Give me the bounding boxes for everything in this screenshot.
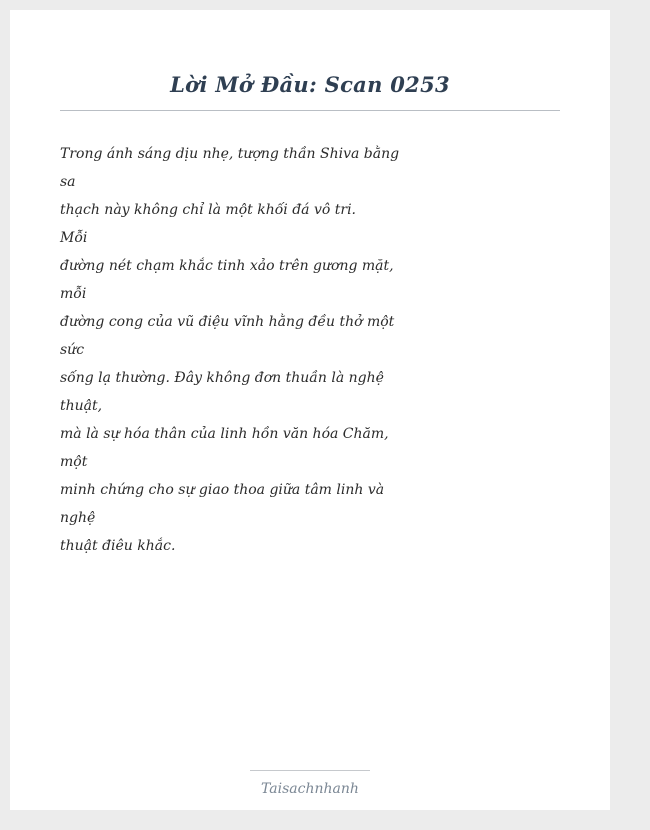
page-title: Lời Mở Đầu: Scan 0253: [170, 72, 450, 97]
title-divider: [60, 110, 560, 111]
text-line: đường nét chạm khắc tinh xảo trên gương mặt,: [60, 258, 394, 274]
text-line: mỗi: [60, 286, 87, 302]
text-line: mà là sự hóa thân của linh hồn văn hóa Chăm,: [60, 426, 389, 442]
text-line: sống lạ thường. Đây không đơn thuần là nghệ: [60, 370, 384, 386]
text-line: sa: [60, 174, 76, 190]
text-line: Trong ánh sáng dịu nhẹ, tượng thần Shiva bằng: [60, 146, 400, 162]
text-line: minh chứng cho sự giao thoa giữa tâm linh và: [60, 482, 385, 498]
footer-divider: [250, 770, 370, 771]
text-line: Mỗi: [60, 230, 88, 246]
text-line: sức: [60, 342, 85, 358]
text-line: thuật,: [60, 398, 103, 414]
text-line: nghệ: [60, 510, 96, 526]
footer-brand: Taisachnhanh: [261, 781, 359, 797]
text-line: một: [60, 454, 88, 470]
text-line: thạch này không chỉ là một khối đá vô tri.: [60, 202, 357, 218]
text-line: đường cong của vũ điệu vĩnh hằng đều thở một: [60, 314, 395, 330]
body-text: [60, 140, 400, 560]
text-line: thuật điêu khắc.: [60, 538, 176, 554]
document-page: [10, 10, 610, 810]
